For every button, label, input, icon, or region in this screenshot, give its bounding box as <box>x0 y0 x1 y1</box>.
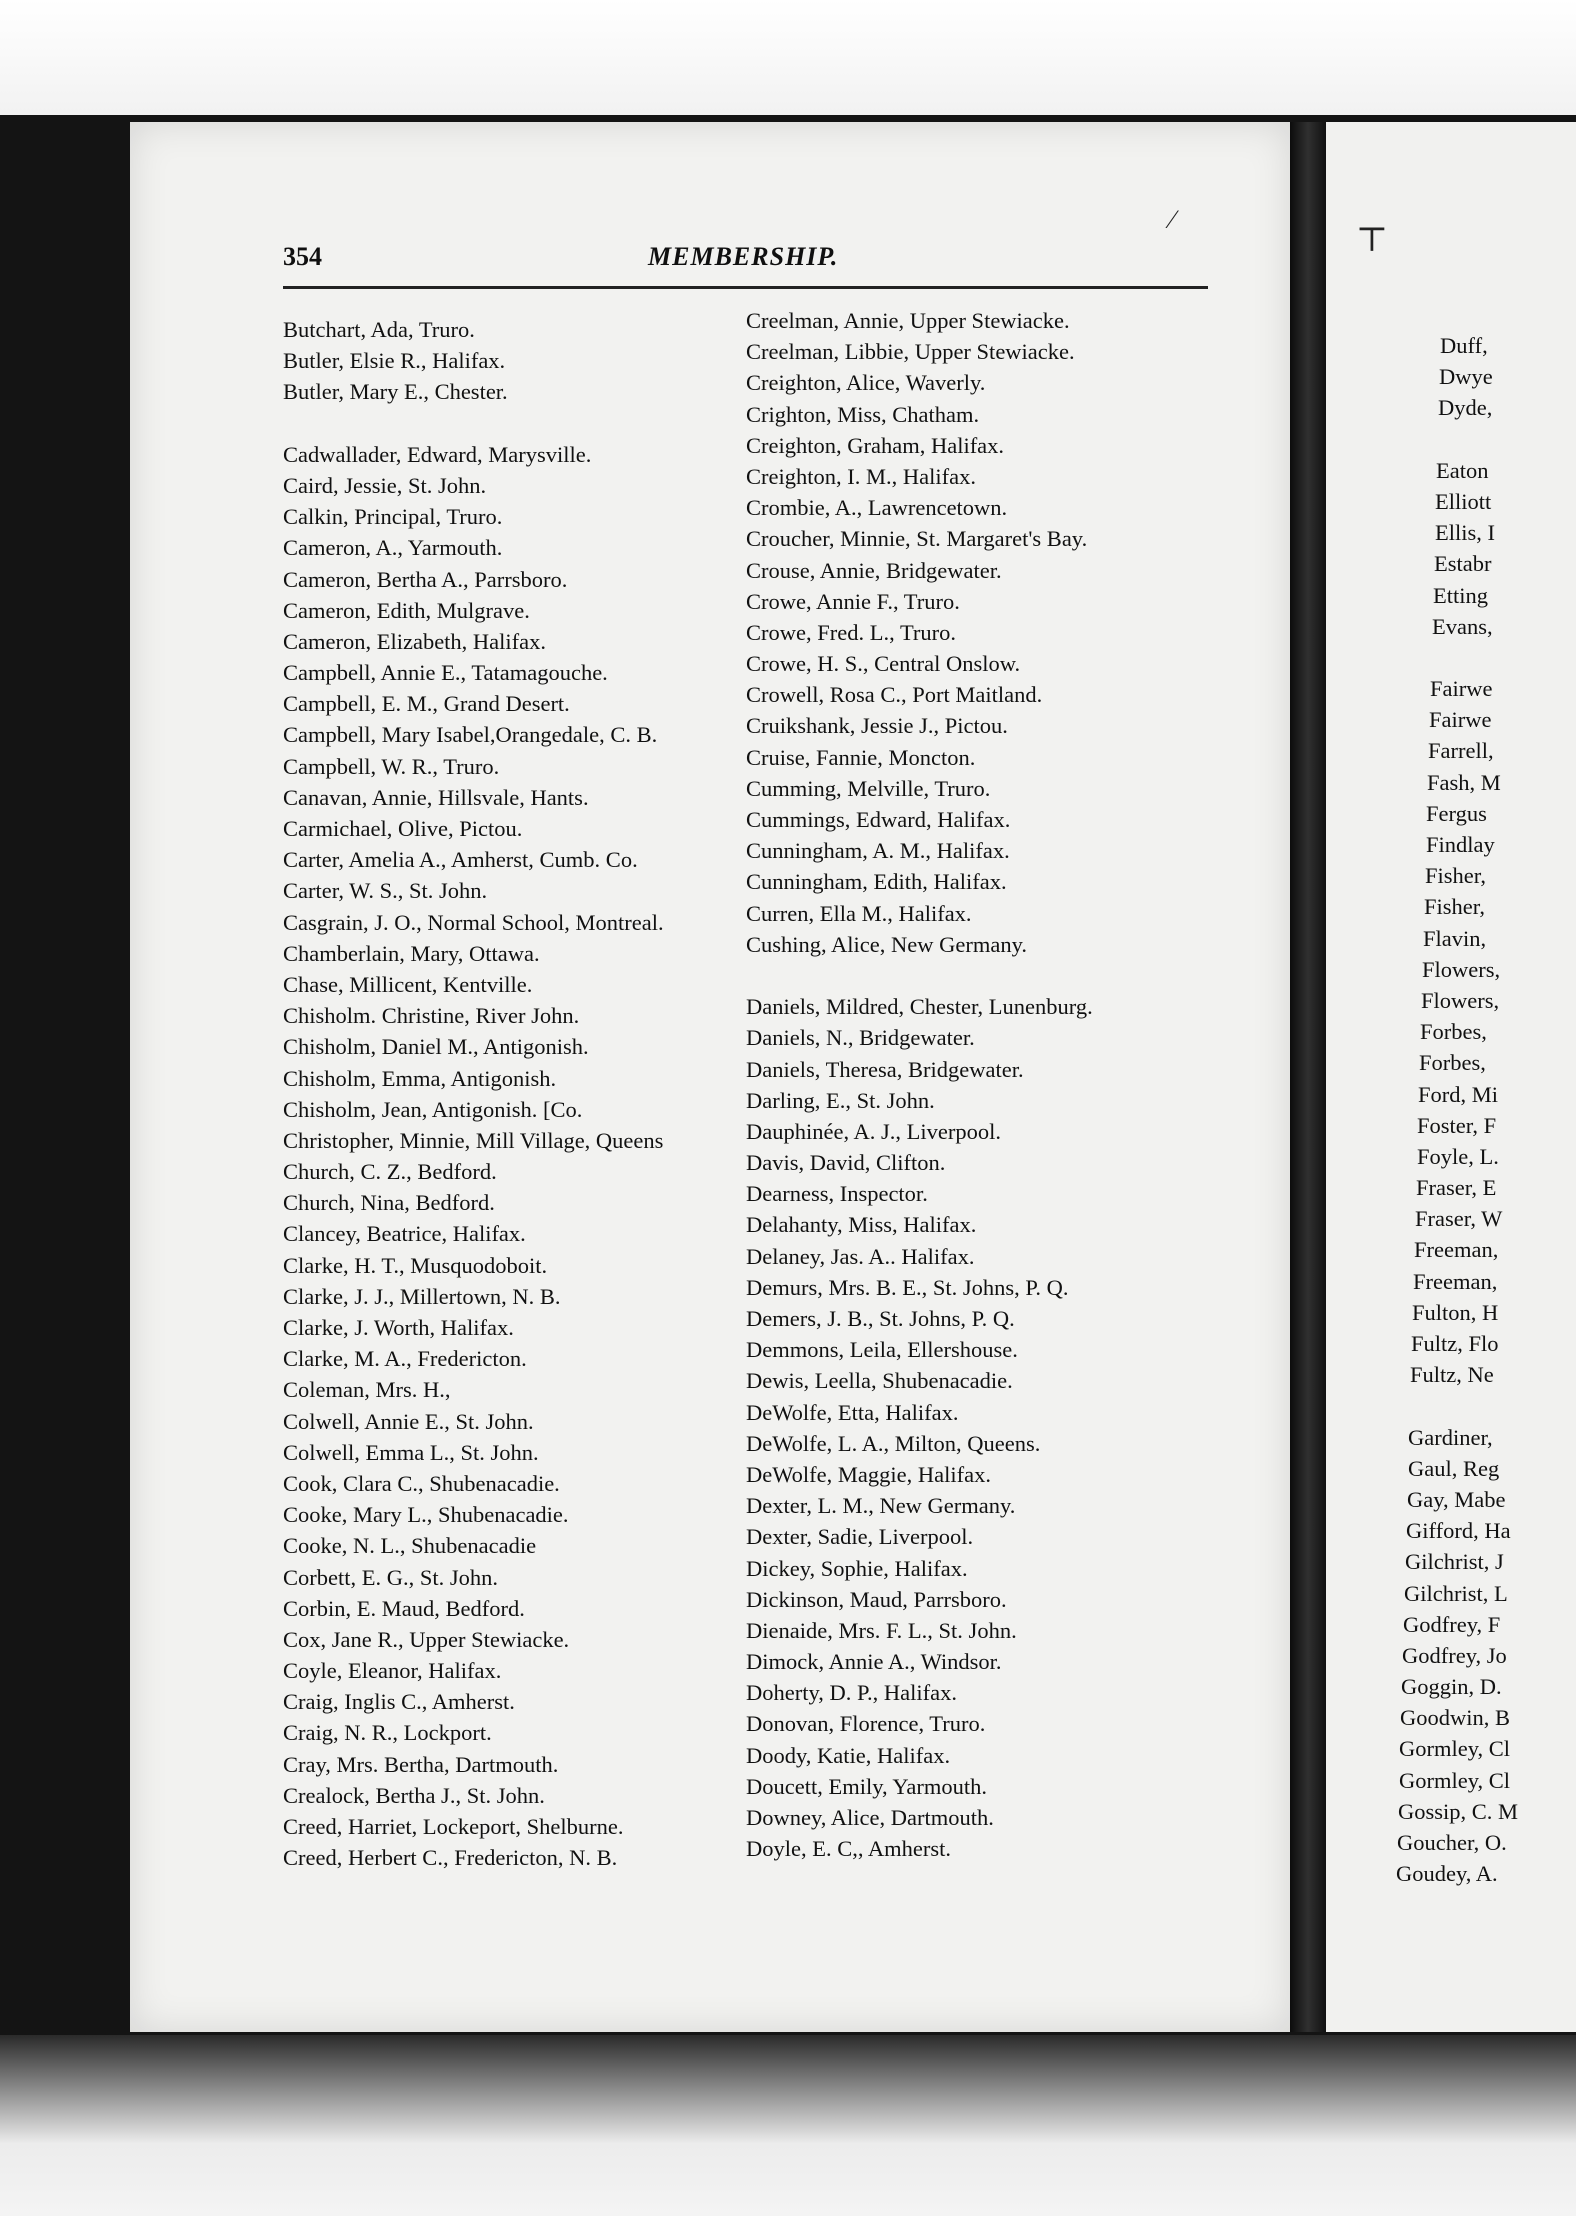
member-entry: Doucett, Emily, Yarmouth. <box>746 1773 988 1799</box>
member-entry: Donovan, Florence, Truro. <box>746 1711 986 1737</box>
running-head: MEMBERSHIP. <box>648 242 839 271</box>
member-entry: Creighton, Graham, Halifax. <box>746 432 1005 458</box>
member-entry: Daniels, Mildred, Chester, Lunenburg. <box>746 994 1093 1020</box>
member-entry: Clarke, H. T., Musquodoboit. <box>283 1252 548 1278</box>
member-entry: Etting <box>1433 582 1488 608</box>
member-entry: Cushing, Alice, New Germany. <box>746 931 1027 957</box>
member-entry: Chisholm, Daniel M., Antigonish. <box>283 1034 589 1060</box>
member-entry: Cummings, Edward, Halifax. <box>746 807 1011 832</box>
member-entry: Duff, <box>1440 333 1488 358</box>
member-entry: Chisholm, Emma, Antigonish. <box>283 1065 557 1091</box>
member-entry: Gormley, Cl <box>1399 1736 1511 1762</box>
member-entry: Clarke, J. J., Millertown, N. B. <box>283 1283 561 1309</box>
member-entry: Dickinson, Maud, Parrsboro. <box>746 1586 1007 1612</box>
book-gutter <box>1290 122 1326 2032</box>
member-entry: Darling, E., St. John. <box>746 1087 935 1113</box>
member-entry: Cameron, Bertha A., Parrsboro. <box>283 566 568 592</box>
member-entry: Campbell, Annie E., Tatamagouche. <box>283 660 608 686</box>
member-entry: Casgrain, J. O., Normal School, Montreal. <box>283 909 664 935</box>
member-entry: Church, Nina, Bedford. <box>283 1190 495 1216</box>
member-entry: Doyle, E. C,, Amherst. <box>746 1836 951 1862</box>
member-entry: Goodwin, B <box>1400 1705 1511 1731</box>
member-entry: Cruikshank, Jessie J., Pictou. <box>746 713 1008 739</box>
member-entry: Chamberlain, Mary, Ottawa. <box>283 940 540 966</box>
member-entry: Foster, F <box>1417 1112 1497 1138</box>
header-rule <box>283 286 1208 289</box>
member-entry: Crighton, Miss, Chatham. <box>746 401 980 427</box>
member-entry: Elliott <box>1435 488 1492 514</box>
member-entry: Forbes, <box>1419 1050 1486 1076</box>
member-entry: Cray, Mrs. Bertha, Dartmouth. <box>283 1751 559 1777</box>
member-entry: Gormley, Cl <box>1399 1767 1511 1793</box>
member-entry: Dimock, Annie A., Windsor. <box>746 1649 1002 1675</box>
member-entry: Crowell, Rosa C., Port Maitland. <box>746 682 1043 708</box>
member-entry: Colwell, Emma L., St. John. <box>283 1439 539 1465</box>
member-entry: Fisher, <box>1425 863 1486 889</box>
member-entry: Cooke, N. L., Shubenacadie <box>283 1533 537 1559</box>
member-entry: Godfrey, F <box>1403 1611 1501 1637</box>
member-entry: Clancey, Beatrice, Halifax. <box>283 1221 526 1247</box>
member-entry: Gay, Mabe <box>1407 1486 1506 1512</box>
member-column-right <box>746 305 1201 1864</box>
member-entry: Curren, Ella M., Halifax. <box>746 900 972 926</box>
section-gap <box>283 408 743 439</box>
member-entry: Farrell, <box>1428 738 1494 764</box>
member-entry: Gossip, C. M <box>1398 1798 1519 1824</box>
member-entry: Daniels, Theresa, Bridgewater. <box>746 1056 1024 1082</box>
member-entry: Gaul, Reg <box>1408 1455 1500 1481</box>
member-entry: Fraser, E <box>1416 1175 1497 1201</box>
member-entry: Eaton <box>1436 457 1489 483</box>
member-entry: Delaney, Jas. A.. Halifax. <box>746 1243 975 1269</box>
member-entry: Cameron, A., Yarmouth. <box>283 535 503 561</box>
member-entry: Goggin, D. <box>1401 1674 1502 1700</box>
member-entry: Gifford, Ha <box>1406 1518 1511 1544</box>
member-entry: Campbell, Mary Isabel,Orangedale, C. B. <box>283 722 658 748</box>
member-entry: Caird, Jessie, St. John. <box>283 472 487 498</box>
member-entry: Cameron, Edith, Mulgrave. <box>283 597 530 623</box>
member-entry: DeWolfe, Maggie, Halifax. <box>746 1461 991 1487</box>
member-entry: Cook, Clara C., Shubenacadie. <box>283 1470 560 1496</box>
section-gap <box>1440 642 1576 673</box>
member-entry: Craig, N. R., Lockport. <box>283 1720 492 1746</box>
member-entry: Croucher, Minnie, St. Margaret's Bay. <box>746 526 1088 552</box>
member-entry: Creighton, I. M., Halifax. <box>746 463 976 489</box>
member-entry: Cunningham, A. M., Halifax. <box>746 838 1010 864</box>
member-entry: Delahanty, Miss, Halifax. <box>746 1212 977 1238</box>
member-entry: Creelman, Annie, Upper Stewiacke. <box>746 308 1070 333</box>
member-entry: DeWolfe, Etta, Halifax. <box>746 1399 959 1425</box>
member-entry: Coyle, Eleanor, Halifax. <box>283 1658 502 1684</box>
member-entry: Doody, Katie, Halifax. <box>746 1742 951 1768</box>
member-entry: Corbin, E. Maud, Bedford. <box>283 1595 525 1621</box>
member-entry: Cadwallader, Edward, Marysville. <box>283 441 592 467</box>
member-entry: Goucher, O. <box>1397 1830 1507 1855</box>
member-entry: Crombie, A., Lawrencetown. <box>746 495 1008 521</box>
member-entry: Cameron, Elizabeth, Halifax. <box>283 628 547 654</box>
member-entry: Creed, Harriet, Lockeport, Shelburne. <box>283 1814 624 1839</box>
member-entry: Crouse, Annie, Bridgewater. <box>746 557 1002 583</box>
section-gap <box>1440 424 1576 455</box>
member-entry: Chisholm, Jean, Antigonish. [Co. <box>283 1096 583 1122</box>
member-entry: Crowe, Annie F., Truro. <box>746 588 960 614</box>
member-entry: Dyde, <box>1438 395 1493 421</box>
member-entry: Butchart, Ada, Truro. <box>283 317 475 342</box>
member-entry: Canavan, Annie, Hillsvale, Hants. <box>283 784 589 810</box>
member-entry: Butler, Mary E., Chester. <box>283 379 508 405</box>
page-number: 354 <box>283 242 322 271</box>
member-entry: Calkin, Principal, Truro. <box>283 504 503 530</box>
member-entry: Daniels, N., Bridgewater. <box>746 1025 975 1051</box>
member-entry: Crowe, Fred. L., Truro. <box>746 619 957 645</box>
member-entry: Dearness, Inspector. <box>746 1181 928 1207</box>
member-entry: Coleman, Mrs. H., <box>283 1377 451 1403</box>
member-entry: Ellis, I <box>1435 520 1495 546</box>
member-entry: Findlay <box>1426 832 1495 857</box>
member-entry: Fergus <box>1426 800 1487 826</box>
member-entry: Ford, Mi <box>1418 1081 1499 1107</box>
member-entry: Estabr <box>1434 551 1492 577</box>
member-entry: Fash, M <box>1427 769 1501 795</box>
member-entry: Cruise, Fannie, Moncton. <box>746 744 976 770</box>
member-entry: Colwell, Annie E., St. John. <box>283 1408 534 1434</box>
scan-margin-top <box>0 0 1576 115</box>
member-entry: Crowe, H. S., Central Onslow. <box>746 651 1021 677</box>
member-entry: Godfrey, Jo <box>1402 1642 1507 1668</box>
member-entry: Fisher, <box>1424 894 1485 920</box>
member-entry: Gilchrist, L <box>1404 1580 1508 1606</box>
member-entry: Dauphinée, A. J., Liverpool. <box>746 1118 1001 1144</box>
member-entry: Flavin, <box>1423 925 1487 951</box>
member-entry: Cox, Jane R., Upper Stewiacke. <box>283 1626 570 1652</box>
member-entry: Flowers, <box>1421 987 1500 1013</box>
member-entry: Church, C. Z., Bedford. <box>283 1159 497 1185</box>
member-entry: Campbell, E. M., Grand Desert. <box>283 691 570 717</box>
member-entry: Carmichael, Olive, Pictou. <box>283 816 523 841</box>
member-entry: Fulton, H <box>1412 1299 1499 1325</box>
member-entry: Gilchrist, J <box>1405 1549 1504 1575</box>
section-gap <box>1440 1390 1576 1421</box>
member-entry: Gardiner, <box>1408 1424 1493 1450</box>
member-entry: Craig, Inglis C., Amherst. <box>283 1689 515 1715</box>
member-entry: Fraser, W <box>1415 1206 1503 1232</box>
member-entry: Fultz, Flo <box>1411 1331 1499 1356</box>
member-entry: Demmons, Leila, Ellershouse. <box>746 1337 1018 1363</box>
member-entry: Flowers, <box>1422 956 1501 982</box>
scan-margin-bottom <box>0 2035 1576 2216</box>
member-entry: Fultz, Ne <box>1410 1362 1494 1388</box>
member-entry: Goudey, A. <box>1396 1861 1498 1887</box>
bookmark-pin-icon: ⊤ <box>1356 222 1388 259</box>
member-entry: Crealock, Bertha J., St. John. <box>283 1782 545 1808</box>
section-gap <box>746 960 1201 991</box>
member-entry: Campbell, W. R., Truro. <box>283 753 500 779</box>
member-entry: Cumming, Melville, Truro. <box>746 775 991 801</box>
member-entry: Foyle, L. <box>1417 1143 1499 1169</box>
member-entry: Clarke, M. A., Fredericton. <box>283 1346 527 1372</box>
member-entry: Cunningham, Edith, Halifax. <box>746 869 1007 895</box>
member-column-partial <box>1396 330 1576 1889</box>
pencil-mark: ⁄ <box>1170 205 1175 234</box>
member-entry: Evans, <box>1432 613 1493 639</box>
member-entry: Cooke, Mary L., Shubenacadie. <box>283 1502 569 1528</box>
member-entry: Downey, Alice, Dartmouth. <box>746 1805 994 1830</box>
member-entry: Chase, Millicent, Kentville. <box>283 971 533 997</box>
member-entry: Davis, David, Clifton. <box>746 1150 946 1176</box>
member-entry: Creed, Herbert C., Fredericton, N. B. <box>283 1845 618 1871</box>
member-entry: Dexter, Sadie, Liverpool. <box>746 1524 974 1550</box>
member-entry: Forbes, <box>1420 1019 1487 1045</box>
member-entry: Dewis, Leella, Shubenacadie. <box>746 1368 1013 1394</box>
member-entry: DeWolfe, L. A., Milton, Queens. <box>746 1430 1041 1456</box>
member-entry: Fairwe <box>1430 676 1493 702</box>
member-entry: Christopher, Minnie, Mill Village, Queens <box>283 1127 664 1153</box>
member-entry: Dienaide, Mrs. F. L., St. John. <box>746 1617 1017 1643</box>
member-column-left <box>283 314 743 1873</box>
member-entry: Butler, Elsie R., Halifax. <box>283 348 506 374</box>
member-entry: Dexter, L. M., New Germany. <box>746 1493 1016 1519</box>
member-entry: Clarke, J. Worth, Halifax. <box>283 1315 514 1340</box>
member-entry: Dickey, Sophie, Halifax. <box>746 1555 968 1581</box>
member-entry: Freeman, <box>1414 1237 1499 1263</box>
page-header <box>283 236 1208 286</box>
member-entry: Freeman, <box>1413 1268 1498 1294</box>
member-entry: Corbett, E. G., St. John. <box>283 1564 499 1590</box>
member-entry: Demurs, Mrs. B. E., St. Johns, P. Q. <box>746 1274 1069 1300</box>
member-entry: Demers, J. B., St. Johns, P. Q. <box>746 1306 1015 1331</box>
member-entry: Carter, W. S., St. John. <box>283 878 488 904</box>
member-entry: Creelman, Libbie, Upper Stewiacke. <box>746 339 1075 365</box>
member-entry: Chisholm. Christine, River John. <box>283 1003 580 1029</box>
member-entry: Dwye <box>1439 364 1493 390</box>
member-entry: Fairwe <box>1429 707 1492 733</box>
member-entry: Doherty, D. P., Halifax. <box>746 1680 958 1706</box>
member-entry: Carter, Amelia A., Amherst, Cumb. Co. <box>283 847 638 873</box>
member-entry: Creighton, Alice, Waverly. <box>746 370 986 396</box>
